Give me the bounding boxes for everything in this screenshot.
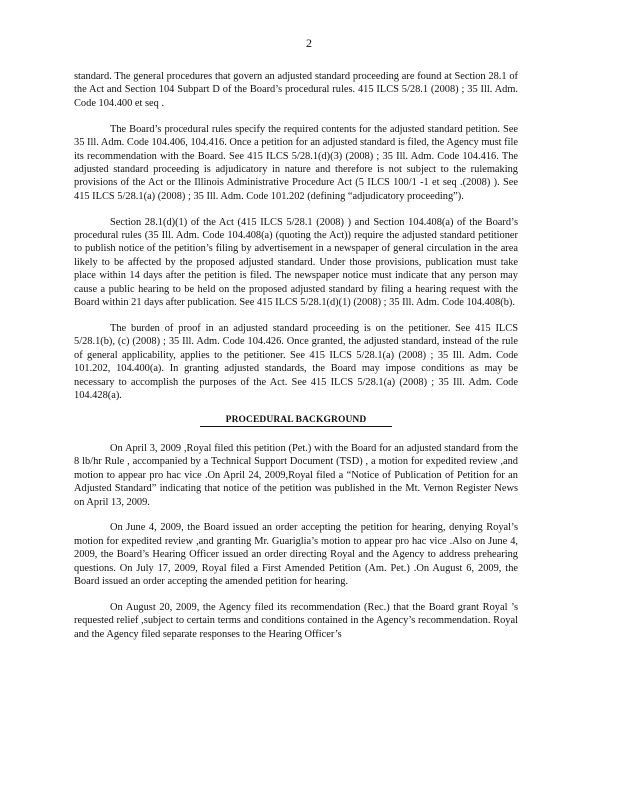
paragraph-procedural-rules: The Board’s procedural rules specify the required contents for the adjusted standard petition. See 35 Ill. Adm. Code 104.406, 104.416. Once a petition for an adjusted standard is filed, the Agency must file its recommendation with the Board. See 415 ILCS 5/28.1(d)(3) (2008) ; 35 Ill. Adm. Code 104.416. The adjusted standard proceeding is adjudicatory in nature and therefore is not subject to the rulemaking provisions of the Act or the Illinois Administrative Procedure Act (5 ILCS 100/1 -1 et seq .(2008) ). See 415 ILCS 5/28.1(a) (2008) ; 35 Ill. Adm. Code 101.202 (defining “adjudicatory proceeding”). [74,123,518,202]
section-heading [74,415,518,427]
paragraph-petition-filed: On April 3, 2009 ,Royal filed this petition (Pet.) with the Board for an adjusted standard from the 8 lb/hr Rule , accompanied by a Technical Support Document (TSD) , a motion for expedited review ,and motion to appear pro hac vice .On April 24, 2009,Royal filed a “Notice of Publication of Petition for an Adjusted Standard” indicating that notice of the petition was published in the Mt. Vernon Register News on April 13, 2009. [74,442,518,508]
paragraph-intro-continuation: standard. The general procedures that govern an adjusted standard proceeding are found at Section 28.1 of the Act and Section 104 Subpart D of the Board’s procedural rules. 415 ILCS 5/28.1 (2008) ; 35 Ill. Adm. Code 104.400 et seq . [74,71,518,109]
section-heading-text: PROCEDURAL BACKGROUND [200,415,393,427]
paragraph-publication-notice: Section 28.1(d)(1) of the Act (415 ILCS 5/28.1 (2008) ) and Section 104.408(a) of the Board’s procedural rules (35 Ill. Adm. Code 104.408(a) (quoting the Act)) require the adjusted standard petitioner to publish notice of the petition’s filing by advertisement in a newspaper of general circulation in the area likely to be affected by the proposed adjusted standard. Under those provisions, publication must take place within 14 days after the petition is filed. The newspaper notice must indicate that any person may cause a public hearing to be held on the proposed adjusted standard by filing a hearing request with the Board within 21 days after publication. See 415 ILCS 5/28.1(d)(1) (2008) ; 35 Ill. Adm. Code 104.408(b). [74,216,518,309]
paragraph-burden-of-proof: The burden of proof in an adjusted standard proceeding is on the petitioner. See 415 ILCS 5/28.1(b), (c) (2008) ; 35 Ill. Adm. Code 104.426. Once granted, the adjusted standard, instead of the rule of general applicability, applies to the petitioner. See 415 ILCS 5/28.1(a) (2008) ; 35 Ill. Adm. Code 101.202, 104.400(a). In granting adjusted standards, the Board may impose conditions as may be necessary to accomplish the purposes of the Act. See 415 ILCS 5/28.1(a) (2008) ; 35 Ill. Adm. Code 104.428(a). [74,323,518,402]
page-number: 2 [306,36,312,50]
paragraph-board-order: On June 4, 2009, the Board issued an order accepting the petition for hearing, denying Royal’s motion for expedited review ,and granting Mr. Guariglia’s motion to appear pro hac vice .Also on June 4, 2009, the Board’s Hearing Officer issued an order directing Royal and the Agency to address prehearing questions. On July 17, 2009, Royal filed a First Amended Petition (Am. Pet.) .On August 6, 2009, the Board issued an order accepting the amended petition for hearing. [74,522,518,588]
document-body [74,70,518,654]
paragraph-agency-recommendation: On August 20, 2009, the Agency filed its recommendation (Rec.) that the Board grant Royal ’s requested relief ,subject to certain terms and conditions contained in the Agency’s recommendation. Royal and the Agency filed separate responses to the Hearing Officer’s [74,602,518,640]
